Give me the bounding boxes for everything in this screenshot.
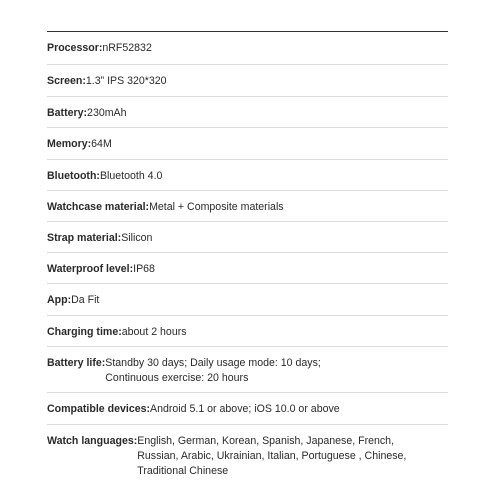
spec-value-bluetooth: Bluetooth 4.0 xyxy=(99,170,163,182)
spec-row-memory xyxy=(47,128,448,160)
spec-label-processor: Processor: xyxy=(47,42,103,54)
spec-label-screen: Screen: xyxy=(47,75,86,87)
spec-value-charging-time: about 2 hours xyxy=(121,326,187,338)
spec-row-app xyxy=(47,284,448,316)
spec-label-memory: Memory: xyxy=(47,138,92,150)
spec-row-compatible-devices xyxy=(47,393,448,425)
spec-value-waterproof-level: IP68 xyxy=(133,263,155,275)
spec-row-bluetooth xyxy=(47,160,448,191)
spec-row-watch-languages xyxy=(47,425,448,489)
spec-label-charging-time: Charging time: xyxy=(47,326,122,338)
spec-row-charging-time xyxy=(47,316,448,347)
spec-label-waterproof-level: Waterproof level: xyxy=(47,263,134,275)
spec-value-strap-material: Silicon xyxy=(121,232,153,244)
spec-label-battery-life: Battery life: xyxy=(47,357,106,369)
spec-label-battery: Battery: xyxy=(47,107,88,119)
spec-row-screen xyxy=(47,65,448,97)
spec-value-battery-life xyxy=(105,356,321,386)
spec-table xyxy=(47,31,448,489)
spec-value-processor: nRF52832 xyxy=(102,42,152,54)
spec-value-memory: 64M xyxy=(91,138,112,150)
spec-row-watchcase-material xyxy=(47,191,448,222)
spec-row-battery xyxy=(47,97,448,128)
spec-label-bluetooth: Bluetooth: xyxy=(47,170,100,182)
spec-label-watch-languages: Watch languages: xyxy=(47,435,138,447)
spec-value-screen: 1.3” IPS 320*320 xyxy=(85,75,167,87)
spec-label-watchcase-material: Watchcase material: xyxy=(47,201,150,213)
spec-row-processor xyxy=(47,32,448,65)
spec-value-app: Da Fit xyxy=(71,294,100,306)
spec-value-line: Standby 30 days; Daily usage mode: 10 days; xyxy=(105,357,321,369)
spec-value-compatible-devices: Android 5.1 or above; iOS 10.0 or above xyxy=(150,403,340,415)
spec-label-compatible-devices: Compatible devices: xyxy=(47,403,151,415)
spec-value-watchcase-material: Metal + Composite materials xyxy=(149,201,284,213)
spec-label-strap-material: Strap material: xyxy=(47,232,122,244)
spec-row-strap-material xyxy=(47,222,448,253)
spec-value-battery: 230mAh xyxy=(87,107,127,119)
spec-value-line: Russian, Arabic, Ukrainian, Italian, Portuguese , Chinese, xyxy=(137,450,407,462)
spec-value-line: Continuous exercise: 20 hours xyxy=(105,372,249,384)
spec-value-line: Traditional Chinese xyxy=(137,465,229,477)
spec-label-app: App: xyxy=(47,294,72,306)
spec-value-line: English, German, Korean, Spanish, Japanese, French, xyxy=(137,435,395,447)
spec-value-watch-languages xyxy=(137,434,406,479)
spec-row-waterproof-level xyxy=(47,253,448,284)
spec-row-battery-life xyxy=(47,347,448,393)
